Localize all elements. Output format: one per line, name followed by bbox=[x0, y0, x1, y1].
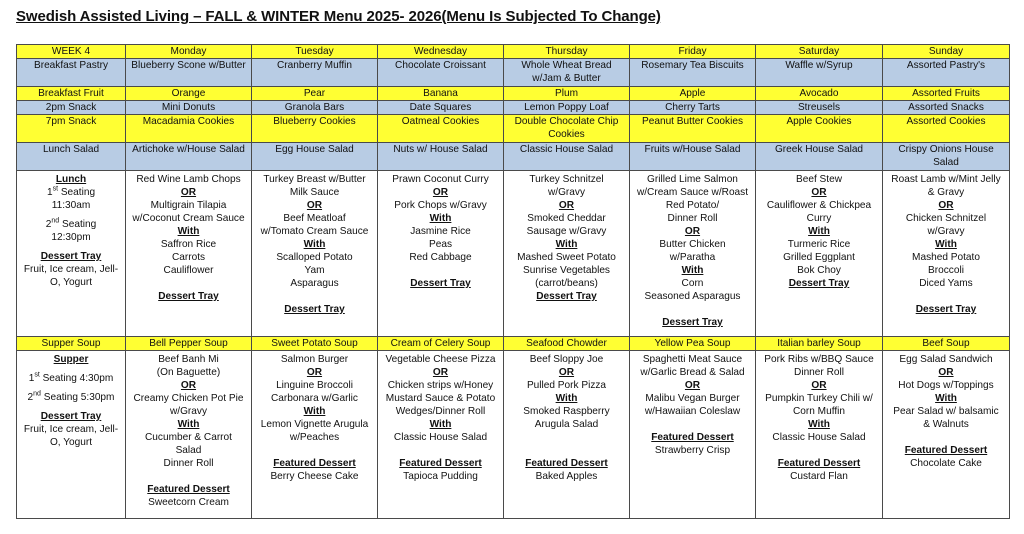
supper-wednesday-line-1: OR bbox=[432, 367, 449, 378]
lunch-friday bbox=[630, 171, 756, 337]
breakfast-pastry-cell-7: Assorted Pastry's bbox=[883, 59, 1010, 87]
lunch-sunday-line-2: OR bbox=[938, 200, 954, 211]
supper-monday bbox=[126, 351, 252, 519]
supper-dessert-items: Fruit, Ice cream, Jell-O, Yogurt bbox=[23, 424, 119, 448]
supper-friday-line-6: Featured Dessert bbox=[651, 432, 734, 443]
lunch-saturday-line-7: Bok Choy bbox=[797, 265, 841, 276]
lunch-wednesday bbox=[378, 171, 504, 337]
lunch-title: Lunch bbox=[55, 174, 87, 185]
supper-tuesday-line-4: With bbox=[303, 406, 326, 417]
supper-thursday-line-3: With bbox=[555, 393, 578, 404]
lunch-sunday-line-3: Chicken Schnitzel bbox=[905, 213, 987, 224]
lunch-tuesday-line-0: Turkey Breast w/Butter bbox=[263, 174, 366, 185]
supper-monday-line-7: Salad bbox=[175, 445, 202, 456]
lunch-monday-line-0: Red Wine Lamb Chops bbox=[136, 174, 241, 185]
header-cell-3: Wednesday bbox=[378, 45, 504, 59]
supper-second-seating: 2nd Seating 5:30pm bbox=[27, 390, 115, 403]
lunch-friday-line-1: w/Cream Sauce w/Roast bbox=[636, 187, 749, 198]
supper-sunday-line-1: OR bbox=[938, 367, 954, 378]
supper-monday-line-0: Beef Banh Mi bbox=[158, 354, 219, 365]
lunch-tuesday-line-3: Beef Meatloaf bbox=[283, 213, 346, 224]
supper-friday-line-3: Malibu Vegan Burger bbox=[645, 393, 740, 404]
snack-2pm-cell-6: Streusels bbox=[756, 101, 883, 115]
lunch-saturday-line-3: Curry bbox=[806, 213, 832, 224]
breakfast-fruit-cell-3: Banana bbox=[378, 87, 504, 101]
lunch-friday-line-6: w/Paratha bbox=[669, 252, 716, 263]
header-cell-1: Monday bbox=[126, 45, 252, 59]
supper-label-cell bbox=[17, 351, 126, 519]
snack-7pm-cell-5: Peanut Butter Cookies bbox=[630, 115, 756, 143]
lunch-saturday-line-4: With bbox=[808, 226, 830, 237]
lunch-monday-line-1: OR bbox=[180, 187, 197, 198]
breakfast-fruit-cell-6: Avocado bbox=[756, 87, 883, 101]
supper-tuesday-line-8: Featured Dessert bbox=[273, 458, 356, 469]
supper-monday-line-5: With bbox=[177, 419, 200, 430]
lunch-label-cell bbox=[17, 171, 126, 337]
lunch-monday-line-2: Multigrain Tilapia bbox=[150, 200, 227, 211]
supper-soup-cell-0: Supper Soup bbox=[17, 337, 126, 351]
lunch-sunday-line-10: Dessert Tray bbox=[915, 304, 977, 315]
supper-saturday-line-0: Pork Ribs w/BBQ Sauce bbox=[764, 354, 874, 365]
supper-monday-line-2: OR bbox=[180, 380, 197, 391]
breakfast-fruit-cell-1: Orange bbox=[126, 87, 252, 101]
supper-tuesday-line-2: Linguine Broccoli bbox=[276, 380, 353, 391]
header-cell-4: Thursday bbox=[504, 45, 630, 59]
header-cell-7: Sunday bbox=[883, 45, 1010, 59]
supper-soup-cell-7: Beef Soup bbox=[883, 337, 1010, 351]
lunch-friday-line-5: Butter Chicken bbox=[659, 239, 726, 250]
lunch-sunday-line-1: & Gravy bbox=[927, 187, 965, 198]
breakfast-pastry-cell-1: Blueberry Scone w/Butter bbox=[126, 59, 252, 87]
supper-saturday-line-5: With bbox=[808, 419, 830, 430]
lunch-friday-line-11: Dessert Tray bbox=[662, 317, 723, 328]
lunch-tuesday-line-7: Yam bbox=[304, 265, 325, 276]
snack-7pm-cell-1: Macadamia Cookies bbox=[126, 115, 252, 143]
supper-saturday-line-9: Custard Flan bbox=[790, 471, 848, 482]
lunch-friday-line-7: With bbox=[681, 265, 704, 276]
supper-soup-cell-4: Seafood Chowder bbox=[504, 337, 630, 351]
lunch-saturday-line-8: Dessert Tray bbox=[788, 278, 850, 289]
snack-2pm-cell-5: Cherry Tarts bbox=[630, 101, 756, 115]
supper-monday-line-3: Creamy Chicken Pot Pie bbox=[133, 393, 244, 404]
supper-soup-cell-3: Cream of Celery Soup bbox=[378, 337, 504, 351]
lunch-monday-line-9: Dessert Tray bbox=[158, 291, 219, 302]
supper-tuesday-line-9: Berry Cheese Cake bbox=[270, 471, 359, 482]
lunch-second-time: 12:30pm bbox=[51, 232, 91, 243]
breakfast-pastry-cell-6: Waffle w/Syrup bbox=[756, 59, 883, 87]
supper-soup-cell-2: Sweet Potato Soup bbox=[252, 337, 378, 351]
lunch-tuesday bbox=[252, 171, 378, 337]
supper-friday-line-4: w/Hawaiian Coleslaw bbox=[644, 406, 741, 417]
snack-2pm-row bbox=[17, 101, 1010, 115]
lunch-monday bbox=[126, 171, 252, 337]
snack-7pm-cell-0: 7pm Snack bbox=[17, 115, 126, 143]
supper-saturday-line-6: Classic House Salad bbox=[772, 432, 866, 443]
supper-dessert-title: Dessert Tray bbox=[40, 411, 102, 422]
supper-wednesday-line-6: Classic House Salad bbox=[393, 432, 488, 443]
lunch-wednesday-line-8: Dessert Tray bbox=[410, 278, 471, 289]
breakfast-pastry-cell-5: Rosemary Tea Biscuits bbox=[630, 59, 756, 87]
header-row bbox=[17, 45, 1010, 59]
lunch-wednesday-line-2: Pork Chops w/Gravy bbox=[394, 200, 487, 211]
lunch-sunday bbox=[883, 171, 1010, 337]
supper-thursday-line-9: Baked Apples bbox=[535, 471, 598, 482]
supper-thursday-line-2: Pulled Pork Pizza bbox=[526, 380, 607, 391]
snack-2pm-cell-2: Granola Bars bbox=[252, 101, 378, 115]
lunch-thursday-line-1: w/Gravy bbox=[547, 187, 585, 198]
snack-2pm-cell-4: Lemon Poppy Loaf bbox=[504, 101, 630, 115]
snack-2pm-cell-1: Mini Donuts bbox=[126, 101, 252, 115]
header-cell-2: Tuesday bbox=[252, 45, 378, 59]
breakfast-fruit-row bbox=[17, 87, 1010, 101]
snack-7pm-cell-7: Assorted Cookies bbox=[883, 115, 1010, 143]
supper-friday-line-1: w/Garlic Bread & Salad bbox=[640, 367, 745, 378]
lunch-thursday-line-7: Sunrise Vegetables bbox=[523, 265, 610, 276]
supper-wednesday-line-4: Wedges/Dinner Roll bbox=[395, 406, 486, 417]
lunch-wednesday-line-5: Peas bbox=[428, 239, 452, 250]
supper-friday bbox=[630, 351, 756, 519]
supper-sunday-line-3: With bbox=[935, 393, 957, 404]
supper-thursday-line-0: Beef Sloppy Joe bbox=[529, 354, 604, 365]
supper-saturday-line-3: Pumpkin Turkey Chili w/ bbox=[765, 393, 873, 404]
supper-saturday-line-8: Featured Dessert bbox=[777, 458, 861, 469]
supper-wednesday-line-0: Vegetable Cheese Pizza bbox=[385, 354, 496, 365]
lunch-wednesday-line-3: With bbox=[429, 213, 452, 224]
lunch-tuesday-line-2: OR bbox=[306, 200, 323, 211]
supper-friday-line-7: Strawberry Crisp bbox=[654, 445, 731, 456]
supper-title: Supper bbox=[53, 354, 89, 365]
lunch-thursday-line-3: Smoked Cheddar bbox=[527, 213, 606, 224]
supper-soup-row bbox=[17, 337, 1010, 351]
breakfast-pastry-cell-0: Breakfast Pastry bbox=[17, 59, 126, 87]
lunch-thursday-line-5: With bbox=[555, 239, 578, 250]
supper-tuesday-line-0: Salmon Burger bbox=[280, 354, 349, 365]
breakfast-fruit-cell-2: Pear bbox=[252, 87, 378, 101]
supper-tuesday-line-5: Lemon Vignette Arugula bbox=[260, 419, 369, 430]
lunch-sunday-line-4: w/Gravy bbox=[927, 226, 965, 237]
snack-7pm-row bbox=[17, 115, 1010, 143]
supper-wednesday-line-2: Chicken strips w/Honey bbox=[387, 380, 494, 391]
lunch-friday-line-9: Seasoned Asparagus bbox=[644, 291, 741, 302]
lunch-friday-line-0: Grilled Lime Salmon bbox=[647, 174, 738, 185]
lunch-monday-line-6: Carrots bbox=[171, 252, 206, 263]
lunch-thursday-line-0: Turkey Schnitzel bbox=[529, 174, 604, 185]
lunch-second-seating-label: 2nd Seating bbox=[45, 217, 97, 230]
supper-tuesday-line-3: Carbonara w/Garlic bbox=[271, 393, 358, 404]
lunch-sunday-line-5: With bbox=[935, 239, 957, 250]
lunch-tuesday-line-10: Dessert Tray bbox=[284, 304, 345, 315]
lunch-first-time: 11:30am bbox=[51, 200, 91, 211]
breakfast-pastry-row bbox=[17, 59, 1010, 87]
lunch-salad-cell-3: Nuts w/ House Salad bbox=[378, 143, 504, 171]
lunch-thursday-line-8: (carrot/beans) bbox=[535, 278, 598, 289]
supper-sunday-line-8: Chocolate Cake bbox=[910, 458, 982, 469]
breakfast-fruit-cell-4: Plum bbox=[504, 87, 630, 101]
supper-monday-line-11: Sweetcorn Cream bbox=[148, 497, 229, 508]
lunch-thursday-line-9: Dessert Tray bbox=[536, 291, 597, 302]
supper-wednesday-line-9: Tapioca Pudding bbox=[403, 471, 478, 482]
lunch-saturday-line-0: Beef Stew bbox=[795, 174, 842, 185]
supper-soup-cell-6: Italian barley Soup bbox=[756, 337, 883, 351]
snack-2pm-cell-7: Assorted Snacks bbox=[883, 101, 1010, 115]
lunch-wednesday-line-0: Prawn Coconut Curry bbox=[392, 174, 489, 185]
supper-first-seating: 1st Seating 4:30pm bbox=[28, 371, 114, 384]
supper-thursday-line-8: Featured Dessert bbox=[525, 458, 608, 469]
lunch-tuesday-line-5: With bbox=[303, 239, 326, 250]
lunch-monday-line-7: Cauliflower bbox=[163, 265, 214, 276]
breakfast-fruit-cell-0: Breakfast Fruit bbox=[17, 87, 126, 101]
lunch-salad-cell-1: Artichoke w/House Salad bbox=[126, 143, 252, 171]
lunch-thursday-line-4: Sausage w/Gravy bbox=[526, 226, 607, 237]
header-cell-6: Saturday bbox=[756, 45, 883, 59]
supper-thursday-line-5: Arugula Salad bbox=[534, 419, 599, 430]
supper-monday-line-4: w/Gravy bbox=[169, 406, 207, 417]
header-cell-0: WEEK 4 bbox=[17, 45, 126, 59]
supper-saturday-line-1: Dinner Roll bbox=[794, 367, 844, 378]
lunch-thursday-line-2: OR bbox=[558, 200, 575, 211]
lunch-monday-line-5: Saffron Rice bbox=[160, 239, 217, 250]
lunch-saturday-line-1: OR bbox=[811, 187, 827, 198]
lunch-salad-cell-6: Greek House Salad bbox=[756, 143, 883, 171]
snack-2pm-cell-3: Date Squares bbox=[378, 101, 504, 115]
lunch-salad-cell-0: Lunch Salad bbox=[17, 143, 126, 171]
lunch-dessert-items: Fruit, Ice cream, Jell-O, Yogurt bbox=[23, 264, 119, 288]
menu-title: Swedish Assisted Living – FALL & WINTER Menu 2025- 2026(Menu Is Subjected To Change) bbox=[16, 8, 661, 25]
lunch-tuesday-line-1: Milk Sauce bbox=[289, 187, 340, 198]
breakfast-pastry-cell-3: Chocolate Croissant bbox=[378, 59, 504, 87]
header-cell-5: Friday bbox=[630, 45, 756, 59]
supper-wednesday bbox=[378, 351, 504, 519]
supper-saturday-line-4: Corn Muffin bbox=[793, 406, 845, 417]
lunch-tuesday-line-4: w/Tomato Cream Sauce bbox=[260, 226, 369, 237]
snack-7pm-cell-2: Blueberry Cookies bbox=[252, 115, 378, 143]
snack-7pm-cell-4: Double Chocolate Chip Cookies bbox=[504, 115, 630, 143]
lunch-saturday-line-5: Turmeric Rice bbox=[787, 239, 851, 250]
snack-2pm-cell-0: 2pm Snack bbox=[17, 101, 126, 115]
lunch-tuesday-line-8: Asparagus bbox=[290, 278, 339, 289]
supper-sunday-line-7: Featured Dessert bbox=[904, 445, 988, 456]
supper-tuesday-line-6: w/Peaches bbox=[289, 432, 340, 443]
supper-monday-line-10: Featured Dessert bbox=[147, 484, 230, 495]
supper-tuesday-line-1: OR bbox=[306, 367, 323, 378]
lunch-friday-line-8: Corn bbox=[681, 278, 704, 289]
lunch-sunday-line-7: Broccoli bbox=[928, 265, 964, 276]
lunch-salad-cell-5: Fruits w/House Salad bbox=[630, 143, 756, 171]
breakfast-fruit-cell-7: Assorted Fruits bbox=[883, 87, 1010, 101]
supper-friday-line-0: Spaghetti Meat Sauce bbox=[642, 354, 743, 365]
lunch-friday-line-4: OR bbox=[684, 226, 701, 237]
supper-soup-cell-5: Yellow Pea Soup bbox=[630, 337, 756, 351]
supper-saturday bbox=[756, 351, 883, 519]
lunch-friday-line-2: Red Potato/ bbox=[665, 200, 720, 211]
lunch-wednesday-line-1: OR bbox=[432, 187, 449, 198]
lunch-row bbox=[17, 171, 1010, 337]
lunch-sunday-line-0: Roast Lamb w/Mint Jelly bbox=[891, 174, 1001, 185]
lunch-monday-line-3: w/Coconut Cream Sauce bbox=[132, 213, 245, 224]
supper-row bbox=[17, 351, 1010, 519]
lunch-salad-cell-7: Crispy Onions House Salad bbox=[883, 143, 1010, 171]
supper-wednesday-line-8: Featured Dessert bbox=[399, 458, 482, 469]
lunch-salad-row bbox=[17, 143, 1010, 171]
supper-monday-line-8: Dinner Roll bbox=[163, 458, 214, 469]
supper-soup-cell-1: Bell Pepper Soup bbox=[126, 337, 252, 351]
lunch-first-seating-label: 1st Seating bbox=[46, 185, 96, 198]
supper-thursday-line-1: OR bbox=[558, 367, 575, 378]
lunch-saturday-line-2: Cauliflower & Chickpea bbox=[766, 200, 872, 211]
lunch-saturday-line-6: Grilled Eggplant bbox=[783, 252, 855, 263]
lunch-thursday-line-6: Mashed Sweet Potato bbox=[517, 252, 616, 263]
supper-sunday bbox=[883, 351, 1010, 519]
supper-sunday-line-5: & Walnuts bbox=[923, 419, 969, 430]
breakfast-pastry-cell-2: Cranberry Muffin bbox=[252, 59, 378, 87]
supper-saturday-line-2: OR bbox=[811, 380, 827, 391]
lunch-salad-cell-4: Classic House Salad bbox=[504, 143, 630, 171]
lunch-tuesday-line-6: Scalloped Potato bbox=[276, 252, 353, 263]
menu-table bbox=[16, 44, 1010, 519]
lunch-wednesday-line-6: Red Cabbage bbox=[409, 252, 472, 263]
supper-thursday bbox=[504, 351, 630, 519]
supper-monday-line-1: (On Baguette) bbox=[156, 367, 221, 378]
lunch-thursday bbox=[504, 171, 630, 337]
supper-sunday-line-4: Pear Salad w/ balsamic bbox=[893, 406, 999, 417]
supper-monday-line-6: Cucumber & Carrot bbox=[145, 432, 232, 443]
supper-wednesday-line-5: With bbox=[429, 419, 452, 430]
lunch-saturday bbox=[756, 171, 883, 337]
lunch-sunday-line-6: Mashed Potato bbox=[912, 252, 980, 263]
lunch-sunday-line-8: Diced Yams bbox=[919, 278, 973, 289]
breakfast-pastry-cell-4: Whole Wheat Bread w/Jam & Butter bbox=[504, 59, 630, 87]
lunch-salad-cell-2: Egg House Salad bbox=[252, 143, 378, 171]
supper-thursday-line-4: Smoked Raspberry bbox=[523, 406, 610, 417]
lunch-monday-line-4: With bbox=[177, 226, 200, 237]
supper-friday-line-2: OR bbox=[684, 380, 701, 391]
supper-sunday-line-2: Hot Dogs w/Toppings bbox=[898, 380, 994, 391]
snack-7pm-cell-6: Apple Cookies bbox=[756, 115, 883, 143]
breakfast-fruit-cell-5: Apple bbox=[630, 87, 756, 101]
snack-7pm-cell-3: Oatmeal Cookies bbox=[378, 115, 504, 143]
supper-tuesday bbox=[252, 351, 378, 519]
lunch-wednesday-line-4: Jasmine Rice bbox=[410, 226, 471, 237]
supper-wednesday-line-3: Mustard Sauce & Potato bbox=[385, 393, 496, 404]
supper-sunday-line-0: Egg Salad Sandwich bbox=[899, 354, 993, 365]
lunch-friday-line-3: Dinner Roll bbox=[667, 213, 718, 224]
lunch-dessert-title: Dessert Tray bbox=[40, 251, 102, 262]
